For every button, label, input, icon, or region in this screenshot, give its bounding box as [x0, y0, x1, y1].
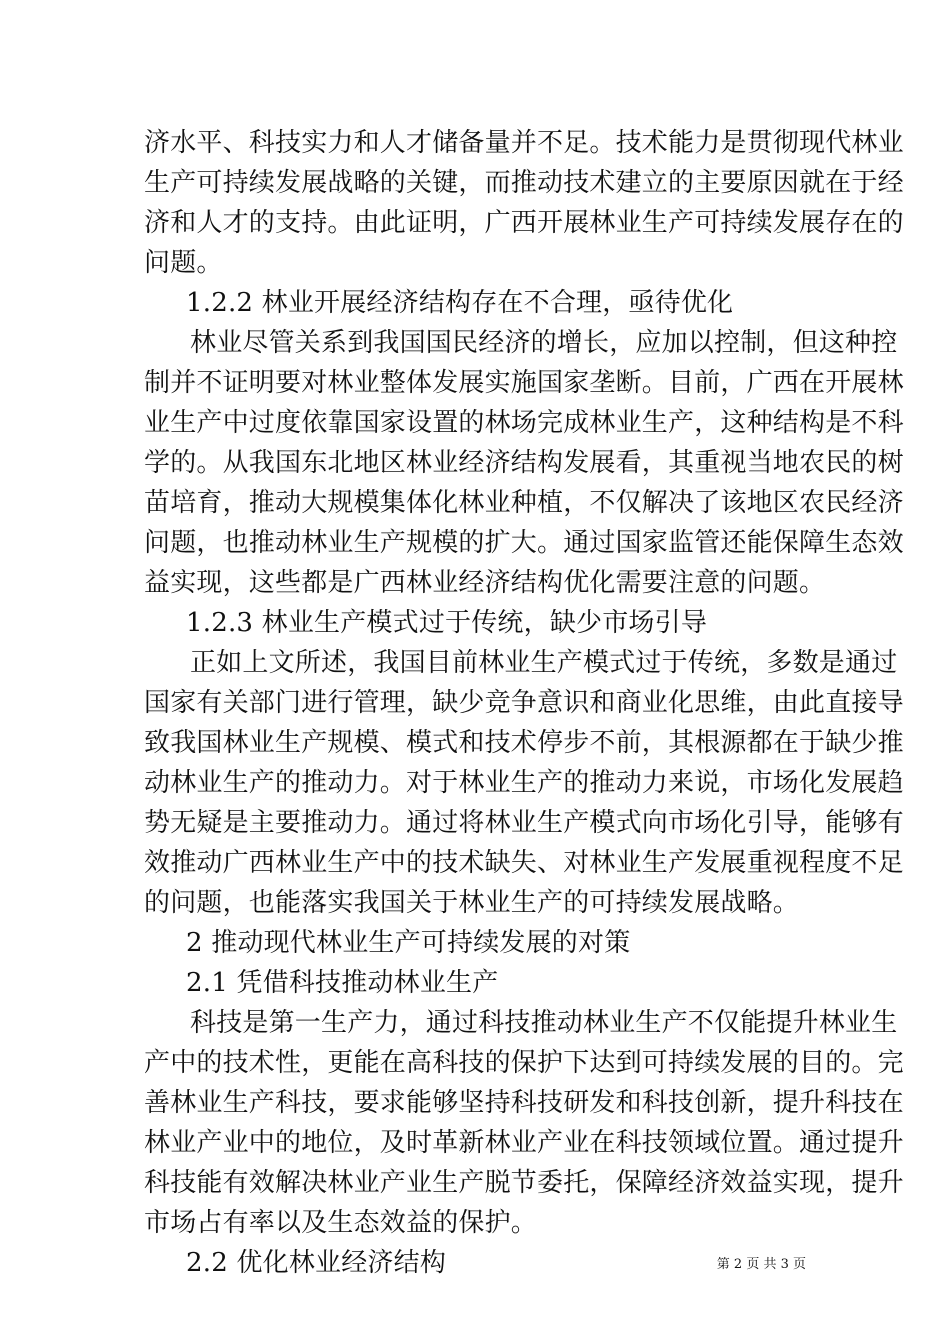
- paragraph-line: 苗培育，推动大规模集体化林业种植，不仅解决了该地区农民经济: [144, 488, 904, 518]
- section-heading-1-2-3: 1.2.3 林业生产模式过于传统，缺少市场引导: [186, 608, 708, 638]
- paragraph-line: 科技是第一生产力，通过科技推动林业生产不仅能提升林业生: [190, 1008, 898, 1038]
- paragraph-line: 国家有关部门进行管理，缺少竞争意识和商业化思维，由此直接导: [144, 688, 904, 718]
- paragraph-line: 制并不证明要对林业整体发展实施国家垄断。目前，广西在开展林: [144, 368, 904, 398]
- paragraph-line: 济和人才的支持。由此证明，广西开展林业生产可持续发展存在的: [144, 208, 904, 238]
- paragraph-line: 济水平、科技实力和人才储备量并不足。技术能力是贯彻现代林业: [144, 128, 904, 158]
- paragraph-line: 效推动广西林业生产中的技术缺失、对林业生产发展重视程度不足: [144, 848, 904, 878]
- section-heading-2-1: 2.1 凭借科技推动林业生产: [186, 968, 499, 998]
- paragraph-line: 正如上文所述，我国目前林业生产模式过于传统，多数是通过: [190, 648, 898, 678]
- paragraph-line: 益实现，这些都是广西林业经济结构优化需要注意的问题。: [144, 568, 826, 598]
- section-heading-2-2: 2.2 优化林业经济结构: [186, 1248, 447, 1278]
- paragraph-line: 业生产中过度依靠国家设置的林场完成林业生产，这种结构是不科: [144, 408, 904, 438]
- page-number-footer: 第 2 页 共 3 页: [716, 1257, 806, 1272]
- paragraph-line: 动林业生产的推动力。对于林业生产的推动力来说，市场化发展趋: [144, 768, 904, 798]
- paragraph-line: 学的。从我国东北地区林业经济结构发展看，其重视当地农民的树: [144, 448, 904, 478]
- paragraph-line: 势无疑是主要推动力。通过将林业生产模式向市场化引导，能够有: [144, 808, 904, 838]
- paragraph-line: 问题，也推动林业生产规模的扩大。通过国家监管还能保障生态效: [144, 528, 904, 558]
- paragraph-line: 市场占有率以及生态效益的保护。: [144, 1208, 538, 1238]
- section-heading-1-2-2: 1.2.2 林业开展经济结构存在不合理，亟待优化: [186, 288, 734, 318]
- section-heading-2: 2 推动现代林业生产可持续发展的对策: [186, 928, 631, 958]
- paragraph-line: 产中的技术性，更能在高科技的保护下达到可持续发展的目的。完: [144, 1048, 904, 1078]
- paragraph-line: 的问题，也能落实我国关于林业生产的可持续发展战略。: [144, 888, 800, 918]
- paragraph-line: 林业产业中的地位，及时革新林业产业在科技领域位置。通过提升: [144, 1128, 904, 1158]
- paragraph-line: 致我国林业生产规模、模式和技术停步不前，其根源都在于缺少推: [144, 728, 904, 758]
- paragraph-line: 林业尽管关系到我国国民经济的增长，应加以控制，但这种控: [190, 328, 898, 358]
- paragraph-line: 善林业生产科技，要求能够坚持科技研发和科技创新，提升科技在: [144, 1088, 904, 1118]
- paragraph-line: 科技能有效解决林业产业生产脱节委托，保障经济效益实现，提升: [144, 1168, 904, 1198]
- paragraph-line: 问题。: [144, 248, 223, 278]
- paragraph-line: 生产可持续发展战略的关键，而推动技术建立的主要原因就在于经: [144, 168, 904, 198]
